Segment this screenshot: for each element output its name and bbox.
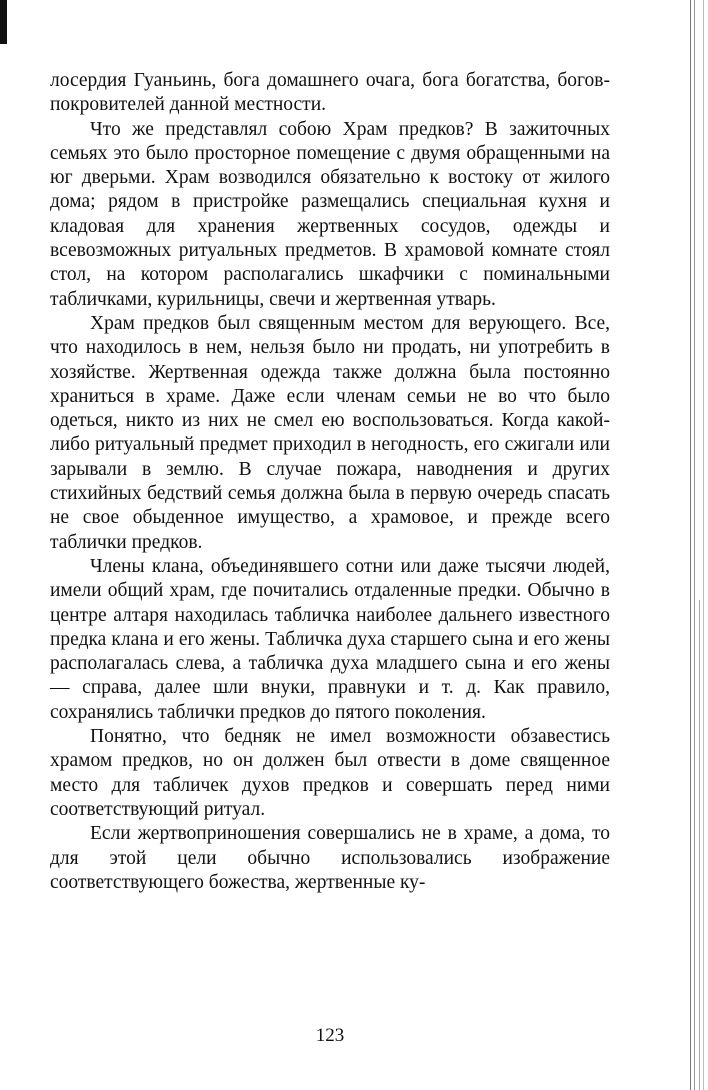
page-edge-line [694, 0, 695, 1090]
scan-artifact-mark [0, 0, 7, 44]
paragraph-1: лосердия Гуаньинь, бога домашнего очага, бога богатства, богов-покровителей данной местности. [50, 70, 610, 116]
paragraph-5: Понятно, что бедняк не имел возможности обзавестись храмом предков, но он должен был отвести в доме священное место для табличек духов предков и совершать перед ними соответствующий ритуал. [50, 726, 610, 820]
paragraph-2: Что же представлял собою Храм предков? В зажиточных семьях это было просторное помещение с двумя обращенными на юг дверьми. Храм возводился обязательно к востоку от жилого дома; рядом в пристройке размещались специальная кухня и кладовая для хранения жертвенных сосудов, одежды и всевозможных ритуальных предметов. В храмовой комнате стоял стол, на котором располагались шкафчики с поминальными табличками, курильницы, свечи и жертвенная утварь. [50, 118, 610, 310]
paragraph-3: Храм предков был священным местом для верующего. Все, что находилось в нем, нельзя было ни продать, ни употребить в хозяйстве. Жертвенная одежда также должна была постоянно храниться в храме. Даже если членам семьи не во что было одеться, никто из них не смел ею воспользоваться. Когда какой-либо ритуальный предмет приходил в негодность, его сжигали или зарывали в землю. В случае пожара, наводнения и других стихийных бедствий семья должна была в первую очередь спасать не свое обыденное имущество, а храмовое, и прежде всего таблички предков. [50, 312, 610, 553]
paragraph-4: Члены клана, объединявшего сотни или даже тысячи людей, имели общий храм, где почитались отдаленные предки. Обычно в центре алтаря находилась табличка наиболее дальнего известного предка клана и его жены. Табличка духа старшего сына и его жены располагалась слева, а табличка духа младшего сына и его жены — справа, далее шли внуки, правнуки и т. д. Как правило, сохранялись таблички предков до пятого поколения. [50, 555, 610, 723]
body-text [50, 69, 610, 895]
paragraph-6: Если жертвоприношения совершались не в храме, а дома, то для этой цели обычно использовались изображение соответствующего божества, жертвенные ку- [50, 823, 610, 893]
page-edge-line [699, 600, 700, 1090]
page-number: 123 [315, 1025, 345, 1046]
page-edge-line [690, 0, 691, 1090]
page-edge-line [703, 0, 704, 1090]
